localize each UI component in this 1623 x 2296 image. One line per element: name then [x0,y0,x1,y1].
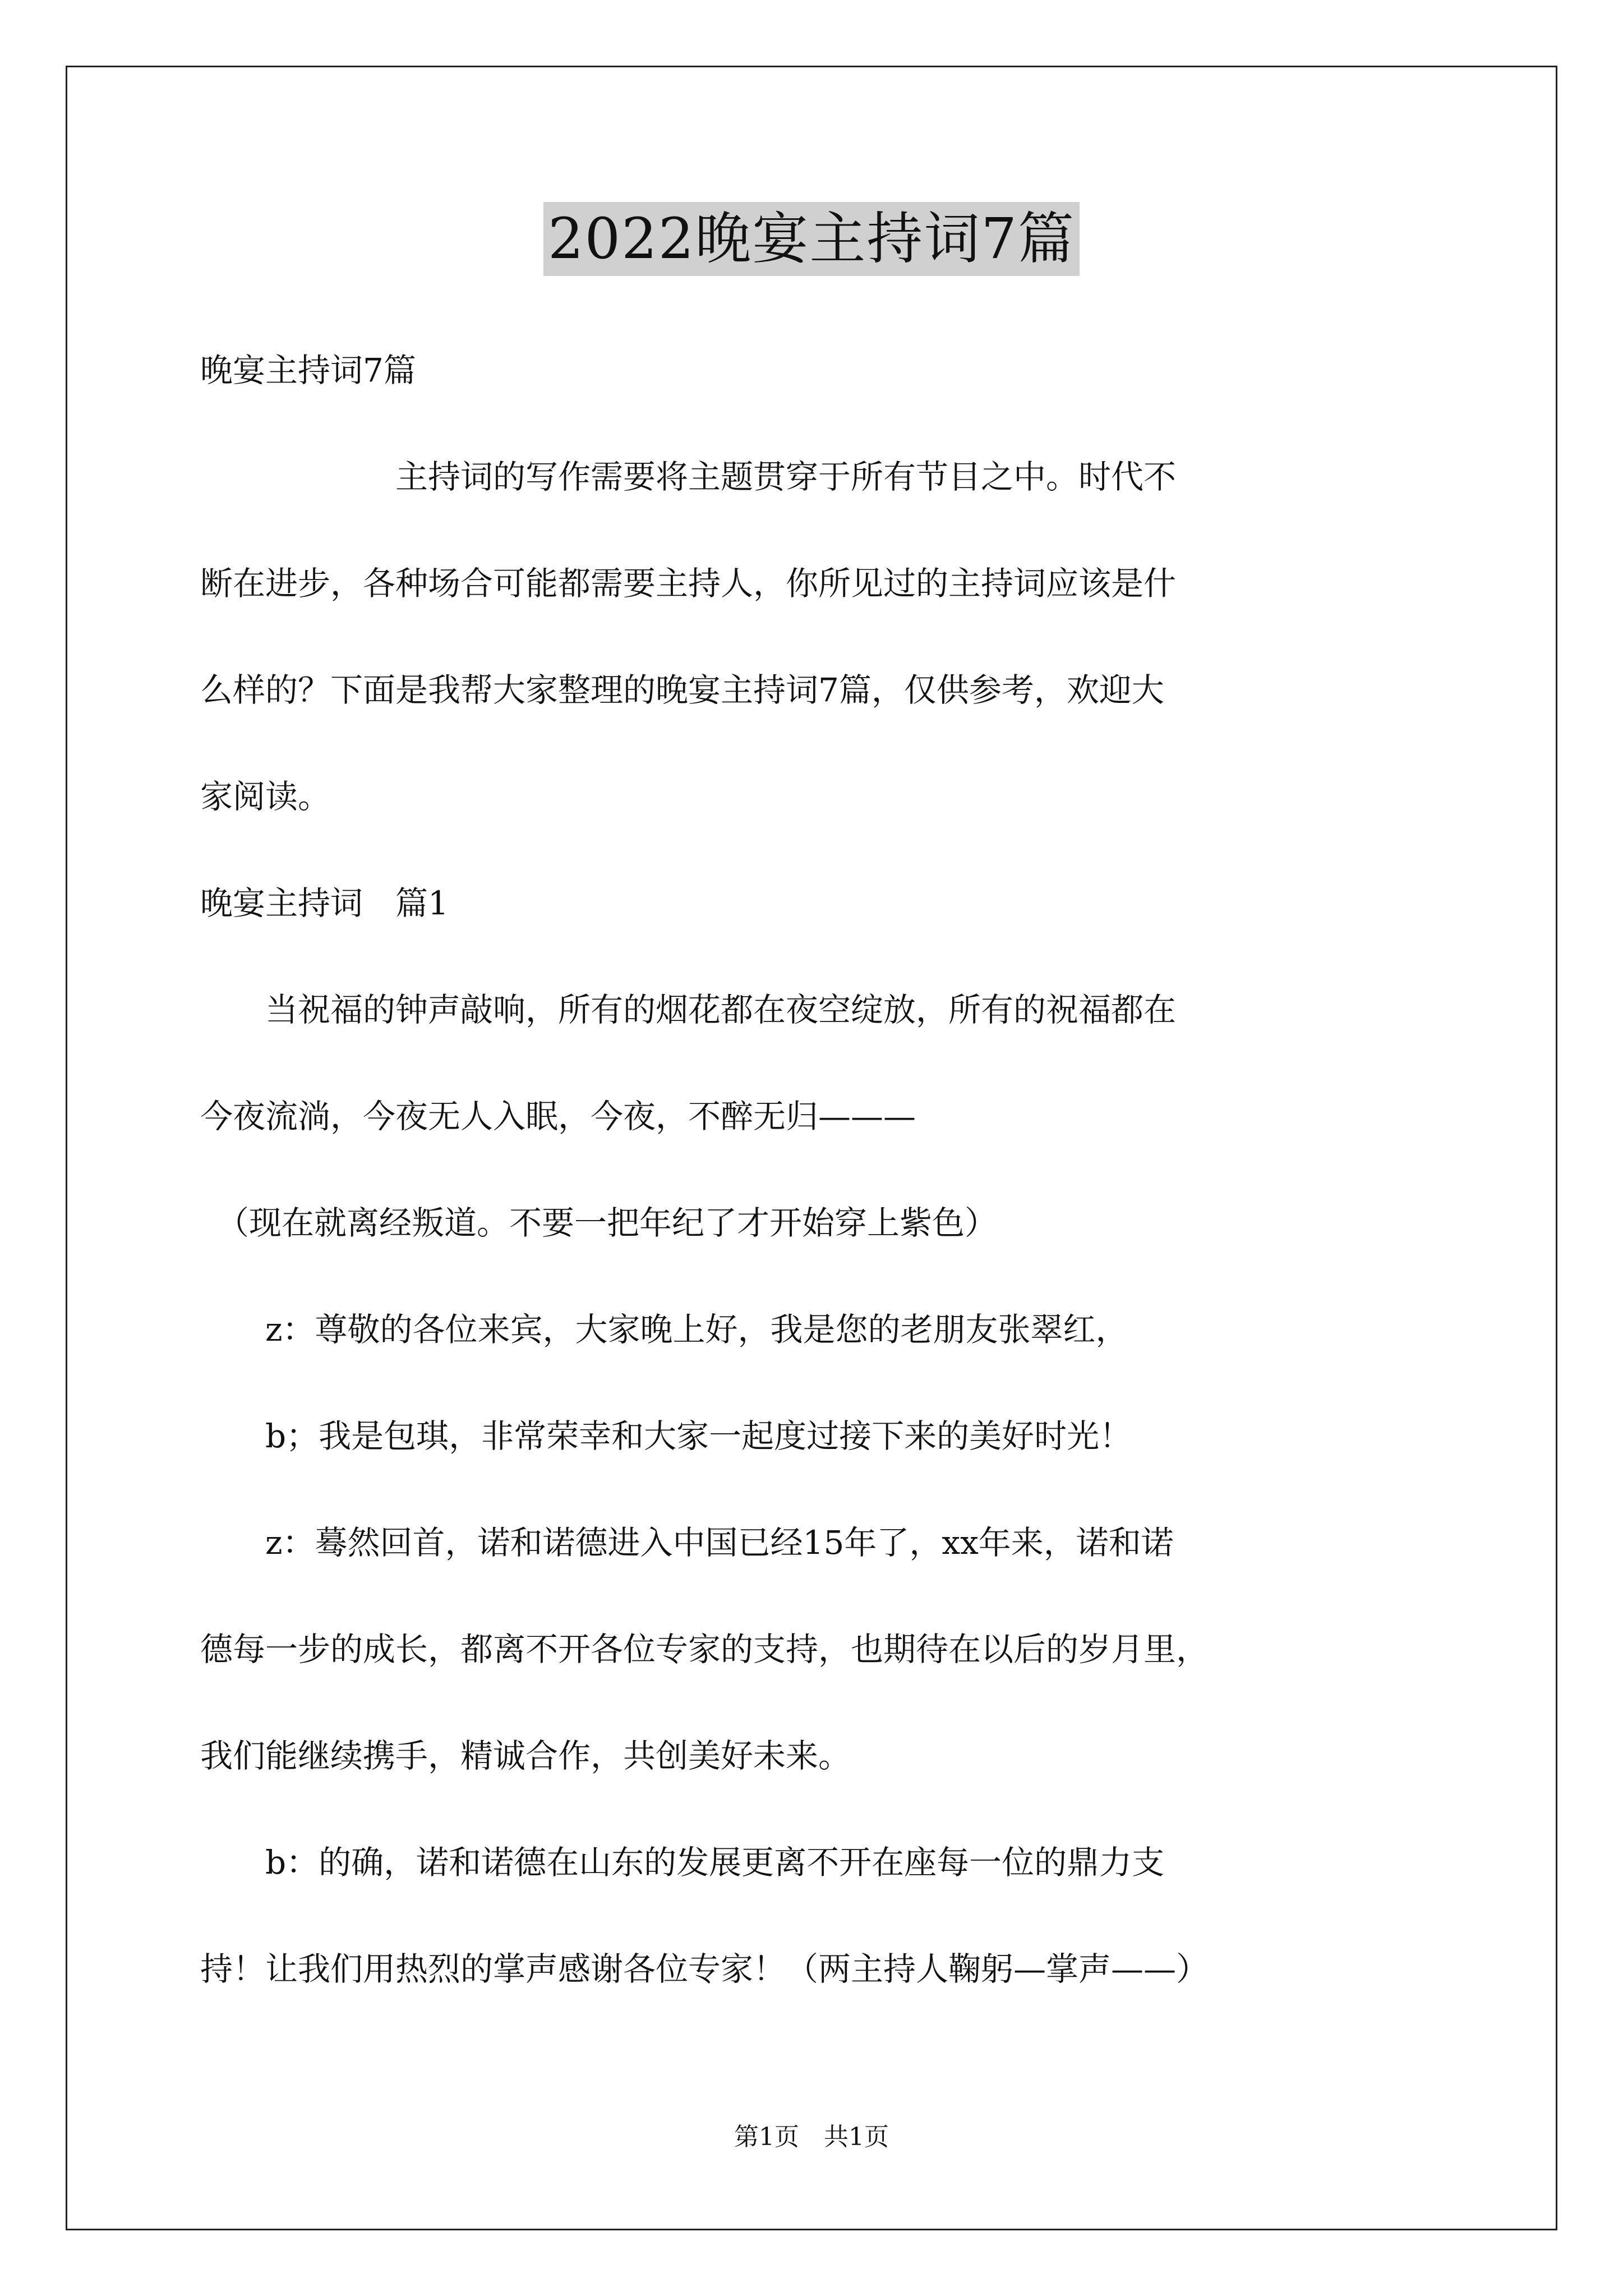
page-footer: 第1页 共1页 [734,2123,889,2151]
paragraph-line: 断在进步，各种场合可能都需要主持人，你所见过的主持词应该是什 [200,564,1177,602]
paragraph-line: 家阅读。 [200,777,331,816]
paragraph-line: z：蓦然回首，诺和诺德进入中国已经15年了，xx年来，诺和诺 [200,1524,1174,1562]
paragraph-line: 持！让我们用热烈的掌声感谢各位专家！（两主持人鞠躬—掌声——） [200,1950,1209,1988]
paragraph-line: z：尊敬的各位来宾，大家晚上好，我是您的老朋友张翠红， [200,1310,1128,1349]
paragraph-line: 么样的？下面是我帮大家整理的晚宴主持词7篇，仅供参考，欢迎大 [200,671,1164,709]
title-container [0,202,1623,276]
paragraph-line: （现在就离经叛道。不要一把年纪了才开始穿上紫色） [200,1204,998,1242]
subtitle-line: 晚宴主持词7篇 [200,351,416,389]
paragraph-line: 德每一步的成长，都离不开各位专家的支持，也期待在以后的岁月里， [200,1630,1209,1668]
paragraph-line: 当祝福的钟声敲响，所有的烟花都在夜空绽放，所有的祝福都在 [200,991,1177,1029]
paragraph-line: 我们能继续携手，精诚合作，共创美好未来。 [200,1737,851,1775]
paragraph-line: 主持词的写作需要将主题贯穿于所有节目之中。时代不 [200,458,1177,496]
paragraph-line: b：的确，诺和诺德在山东的发展更离不开在座每一位的鼎力支 [200,1843,1165,1881]
section-heading: 晚宴主持词 篇1 [200,884,449,922]
document-title: 2022晚宴主持词7篇 [543,202,1080,276]
paragraph-line: 今夜流淌，今夜无人入眠，今夜，不醉无归——— [200,1097,916,1135]
paragraph-line: b；我是包琪，非常荣幸和大家一起度过接下来的美好时光！ [200,1417,1132,1455]
